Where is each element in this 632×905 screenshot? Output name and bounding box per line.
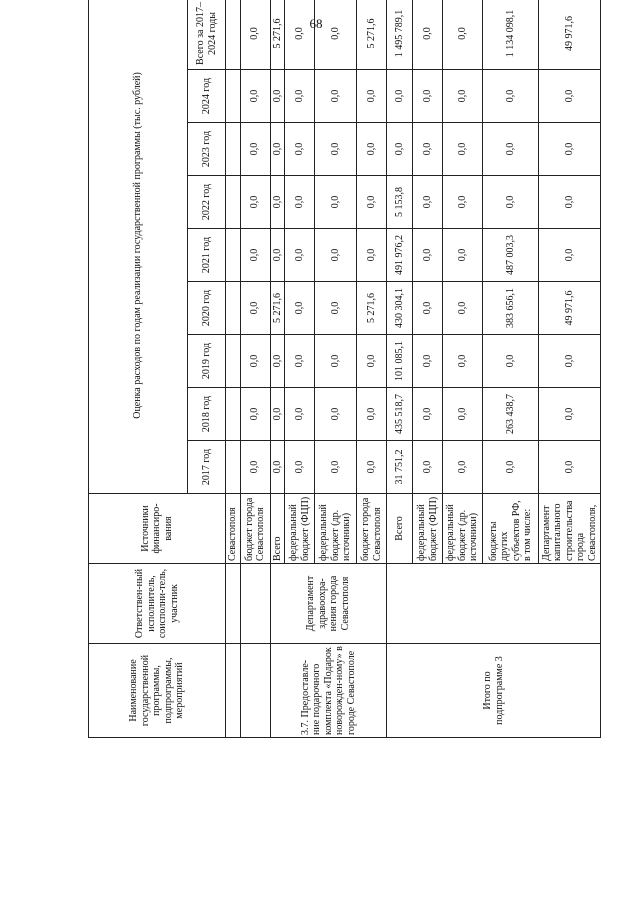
cell-2017: [226, 441, 241, 494]
cell-2022: 0,0: [413, 176, 443, 229]
cell-2024: 0,0: [443, 70, 483, 123]
cell-2023: 0,0: [270, 123, 285, 176]
cell-2022: 0,0: [539, 176, 601, 229]
cell-total: 5 271,6: [270, 0, 285, 70]
cell-2021: 0,0: [240, 229, 270, 282]
cell-2017: 0,0: [315, 441, 357, 494]
row-name: [226, 644, 241, 738]
cell-2018: 0,0: [315, 388, 357, 441]
subtotal-executor: [387, 564, 601, 644]
cell-2022: 5 153,8: [387, 176, 413, 229]
header-year-2024: 2024 год: [188, 70, 226, 123]
row-source: Севастополя: [226, 494, 241, 564]
header-executor: Ответствен-ный исполнитель, соисполни-тель, участник: [89, 564, 226, 644]
cell-2018: 0,0: [357, 388, 387, 441]
cell-2018: [226, 388, 241, 441]
cell-2018: 0,0: [240, 388, 270, 441]
row-name: [240, 644, 270, 738]
cell-2020: 383 656,1: [483, 282, 539, 335]
cell-2024: [226, 70, 241, 123]
row-executor: [240, 564, 270, 644]
page-number: 68: [309, 16, 323, 31]
cell-total: 5 271,6: [357, 0, 387, 70]
cell-2023: 0,0: [315, 123, 357, 176]
cell-2020: 49 971,6: [539, 282, 601, 335]
cell-2022: 0,0: [240, 176, 270, 229]
cell-2023: 0,0: [483, 123, 539, 176]
cell-2019: 0,0: [443, 335, 483, 388]
cell-2018: 0,0: [270, 388, 285, 441]
cell-2017: 0,0: [270, 441, 285, 494]
header-name: Наименование государственной программы, подпрограммы, мероприятий: [89, 644, 226, 738]
cell-2019: 0,0: [315, 335, 357, 388]
table-row: [387, 0, 413, 738]
cell-2018: 0,0: [539, 388, 601, 441]
cell-2024: 0,0: [240, 70, 270, 123]
measure-executor: Департамент здравоохра-нения города Севастополя: [270, 564, 387, 644]
cell-2021: [226, 229, 241, 282]
cell-total: 0,0: [240, 0, 270, 70]
cell-2021: 0,0: [357, 229, 387, 282]
row-source: федеральный бюджет (ФЦП): [413, 494, 443, 564]
header-row-1: [89, 0, 188, 738]
cell-2018: 435 518,7: [387, 388, 413, 441]
cell-2023: 0,0: [240, 123, 270, 176]
cell-2022: 0,0: [285, 176, 315, 229]
cell-2024: 0,0: [357, 70, 387, 123]
cell-total: 0,0: [443, 0, 483, 70]
cell-2019: 0,0: [539, 335, 601, 388]
row-source: Департамент капитального строительства города Севастополя,: [539, 494, 601, 564]
row-source: бюджеты других субъектов РФ, в том числе:: [483, 494, 539, 564]
cell-2021: 0,0: [315, 229, 357, 282]
header-total: Всего за 2017–2024 годы: [188, 0, 226, 70]
cell-2019: 0,0: [357, 335, 387, 388]
cell-2023: 0,0: [285, 123, 315, 176]
cell-2019: 101 085,1: [387, 335, 413, 388]
cell-2020: [226, 282, 241, 335]
cell-2024: 0,0: [483, 70, 539, 123]
cell-2020: 0,0: [413, 282, 443, 335]
cell-total: 0,0: [315, 0, 357, 70]
row-executor: [226, 564, 241, 644]
cell-2023: 0,0: [539, 123, 601, 176]
header-year-2018: 2018 год: [188, 388, 226, 441]
header-year-2022: 2022 год: [188, 176, 226, 229]
table-row: [240, 0, 270, 738]
header-year-2021: 2021 год: [188, 229, 226, 282]
cell-2017: 0,0: [539, 441, 601, 494]
cell-2021: 487 003,3: [483, 229, 539, 282]
cell-total: 1 495 789,1: [387, 0, 413, 70]
header-source: Источники финансиро-вания: [89, 494, 226, 564]
table-row: [226, 0, 241, 738]
cell-2021: 0,0: [413, 229, 443, 282]
cell-2022: 0,0: [483, 176, 539, 229]
cell-2024: 0,0: [387, 70, 413, 123]
cell-2021: 0,0: [443, 229, 483, 282]
cell-2024: 0,0: [285, 70, 315, 123]
cell-2023: 0,0: [443, 123, 483, 176]
cell-total: 1 134 098,1: [483, 0, 539, 70]
cell-2017: 0,0: [357, 441, 387, 494]
cell-2018: 0,0: [413, 388, 443, 441]
cell-2022: 0,0: [270, 176, 285, 229]
cell-2020: 0,0: [285, 282, 315, 335]
cell-2019: 0,0: [240, 335, 270, 388]
cell-2024: 0,0: [315, 70, 357, 123]
cell-2020: 0,0: [443, 282, 483, 335]
row-source: федеральный бюджет (др. источники): [315, 494, 357, 564]
subtotal-name: Итого по подпрограмме 3: [387, 644, 601, 738]
header-year-2020: 2020 год: [188, 282, 226, 335]
cell-2022: 0,0: [357, 176, 387, 229]
cell-2023: 0,0: [357, 123, 387, 176]
cell-2024: 0,0: [270, 70, 285, 123]
cell-2022: 0,0: [443, 176, 483, 229]
cell-2020: 0,0: [240, 282, 270, 335]
cell-2018: 0,0: [443, 388, 483, 441]
header-year-2019: 2019 год: [188, 335, 226, 388]
budget-table: [88, 0, 601, 738]
cell-2021: 491 976,2: [387, 229, 413, 282]
cell-2020: 5 271,6: [270, 282, 285, 335]
cell-2023: 0,0: [413, 123, 443, 176]
cell-2020: 0,0: [315, 282, 357, 335]
cell-2017: 0,0: [483, 441, 539, 494]
cell-2017: 0,0: [413, 441, 443, 494]
cell-2021: 0,0: [270, 229, 285, 282]
cell-2021: 0,0: [539, 229, 601, 282]
cell-2022: [226, 176, 241, 229]
row-source: Всего: [270, 494, 285, 564]
cell-2024: 0,0: [539, 70, 601, 123]
header-year-2023: 2023 год: [188, 123, 226, 176]
cell-total: 49 971,6: [539, 0, 601, 70]
cell-2018: 0,0: [285, 388, 315, 441]
cell-total: 0,0: [285, 0, 315, 70]
cell-total: [226, 0, 241, 70]
measure-name: 3.7. Предоставле-ние подарочного комплекта «Подарок новорожден-ному» в городе Севастополе: [270, 644, 387, 738]
cell-2019: 0,0: [483, 335, 539, 388]
cell-2019: [226, 335, 241, 388]
cell-2020: 5 271,6: [357, 282, 387, 335]
cell-total: 0,0: [413, 0, 443, 70]
cell-2017: 0,0: [443, 441, 483, 494]
row-source: Всего: [387, 494, 413, 564]
cell-2018: 263 438,7: [483, 388, 539, 441]
cell-2019: 0,0: [285, 335, 315, 388]
header-year-2017: 2017 год: [188, 441, 226, 494]
cell-2019: 0,0: [413, 335, 443, 388]
row-source: федеральный бюджет (др. источники): [443, 494, 483, 564]
cell-2023: 0,0: [387, 123, 413, 176]
cell-2020: 430 304,1: [387, 282, 413, 335]
cell-2017: 31 751,2: [387, 441, 413, 494]
cell-2023: [226, 123, 241, 176]
header-estimate: Оценка расходов по годам реализации государственной программы (тыс. рублей): [89, 0, 188, 494]
row-source: бюджет города Севастополя: [240, 494, 270, 564]
row-source: федеральный бюджет (ФЦП): [285, 494, 315, 564]
cell-2017: 0,0: [285, 441, 315, 494]
table-row: [270, 0, 285, 738]
cell-2021: 0,0: [285, 229, 315, 282]
cell-2024: 0,0: [413, 70, 443, 123]
cell-2017: 0,0: [240, 441, 270, 494]
row-source: бюджет города Севастополя: [357, 494, 387, 564]
cell-2019: 0,0: [270, 335, 285, 388]
cell-2022: 0,0: [315, 176, 357, 229]
